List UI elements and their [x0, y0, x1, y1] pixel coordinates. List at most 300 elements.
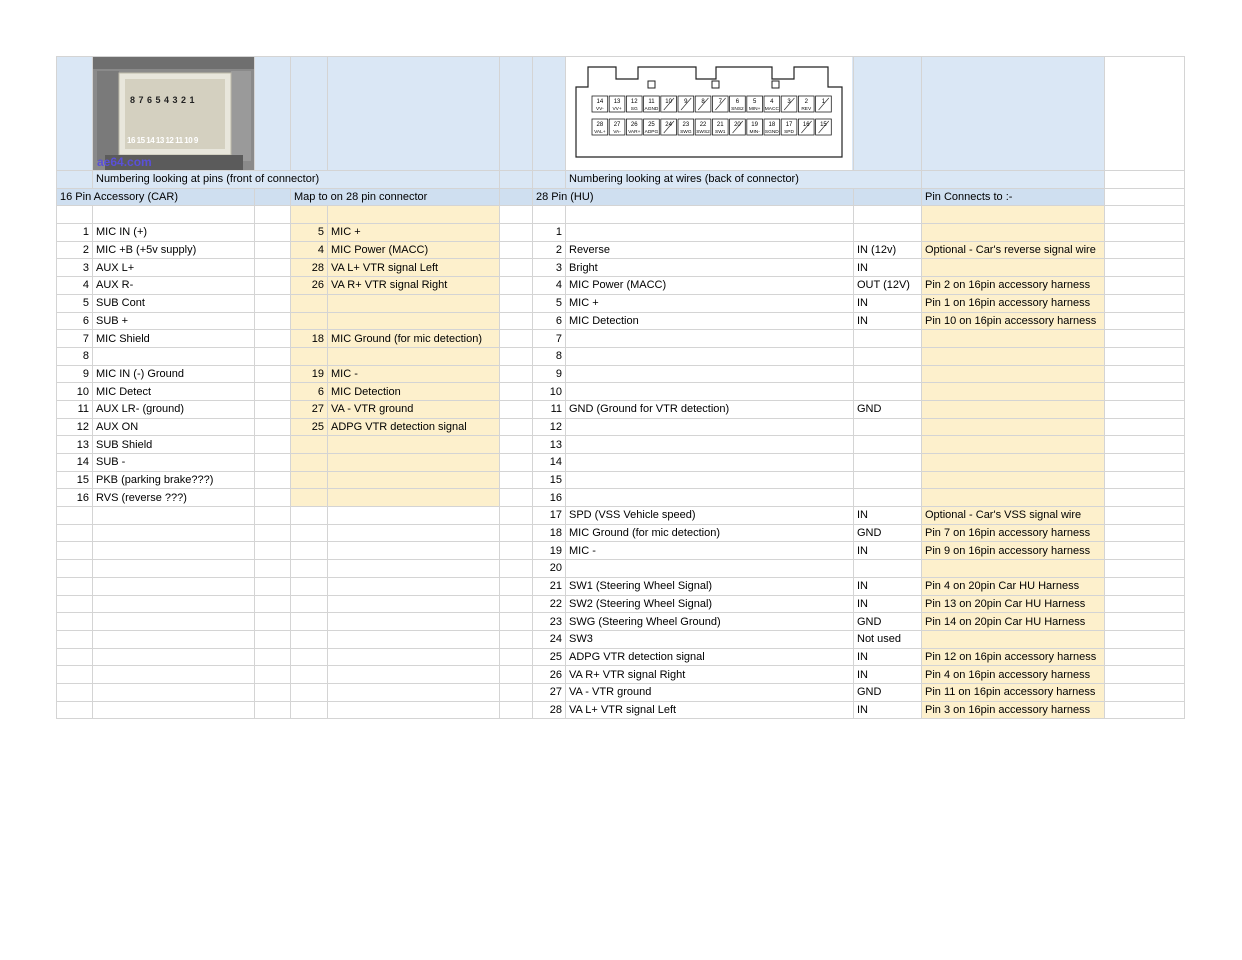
pin28-direction: IN — [854, 294, 922, 312]
diagram-pin-signal: REV — [801, 107, 812, 112]
pin16-function — [93, 630, 255, 648]
pin16-function — [93, 347, 255, 365]
diagram-pin-signal: VA- — [613, 130, 621, 135]
pin28-number: 13 — [533, 436, 566, 454]
mapped-pin-function — [328, 613, 500, 631]
mapped-pin-number — [291, 206, 328, 224]
spacer — [255, 489, 291, 507]
pin-table-body — [57, 206, 1185, 719]
pin16-number: 1 — [57, 224, 93, 242]
diagram-pin-22 — [695, 119, 711, 135]
pin16-number: 4 — [57, 277, 93, 295]
table-row — [57, 560, 1185, 578]
pin28-number: 9 — [533, 365, 566, 383]
pin16-number: 16 — [57, 489, 93, 507]
mapped-pin-number — [291, 312, 328, 330]
pin16-number — [57, 577, 93, 595]
spacer — [255, 365, 291, 383]
diagram-pin-signal: SG — [630, 107, 638, 112]
pin16-function — [93, 524, 255, 542]
mapped-pin-number — [291, 542, 328, 560]
table-row — [57, 365, 1185, 383]
pin28-number: 3 — [533, 259, 566, 277]
diagram-pin-signal: MIN- — [749, 130, 760, 135]
pin16-function: MIC +B (+5v supply) — [93, 241, 255, 259]
wiring-spreadsheet — [56, 56, 1185, 719]
spacer — [500, 277, 533, 295]
diagram-pin-number: 24 — [665, 122, 672, 128]
header-28pin: 28 Pin (HU) — [533, 188, 854, 206]
table-row — [57, 701, 1185, 719]
pin16-function — [93, 648, 255, 666]
diagram-pin-number: 5 — [752, 99, 757, 105]
mapped-pin-function: MIC Power (MACC) — [328, 241, 500, 259]
pin16-number — [57, 666, 93, 684]
diagram-pin-number: 20 — [734, 122, 741, 128]
pin-connects-to — [922, 224, 1105, 242]
mapped-pin-number — [291, 471, 328, 489]
pin16-function: MIC Detect — [93, 383, 255, 401]
diagram-pin-13 — [609, 96, 625, 112]
diagram-pin-number: 2 — [804, 99, 808, 105]
pin-connects-to: Optional - Car's reverse signal wire — [922, 241, 1105, 259]
pin-connects-to: Pin 11 on 16pin accessory harness — [922, 683, 1105, 701]
mapped-pin-number — [291, 577, 328, 595]
pin28-function — [566, 206, 854, 224]
pin16-function — [93, 577, 255, 595]
spacer — [255, 330, 291, 348]
mapped-pin-number — [291, 683, 328, 701]
spacer — [255, 524, 291, 542]
pin28-number: 12 — [533, 418, 566, 436]
spacer — [500, 595, 533, 613]
spacer — [500, 683, 533, 701]
mapped-pin-function — [328, 347, 500, 365]
mapped-pin-number — [291, 595, 328, 613]
pin16-number: 15 — [57, 471, 93, 489]
pin28-function — [566, 418, 854, 436]
pin16-number — [57, 206, 93, 224]
pin28-function — [566, 454, 854, 472]
diagram-pin-number: 6 — [735, 99, 740, 105]
connector-16pin-photo — [93, 57, 254, 170]
pin-connects-to: Pin 4 on 20pin Car HU Harness — [922, 577, 1105, 595]
pin16-number: 14 — [57, 454, 93, 472]
pin28-function — [566, 560, 854, 578]
header-row — [57, 188, 1185, 206]
table-row — [57, 418, 1185, 436]
header-map-to: Map to on 28 pin connector — [291, 188, 500, 206]
spacer — [1105, 666, 1185, 684]
diagram-pin-number: 13 — [613, 99, 621, 105]
diagram-pin-number: 10 — [665, 99, 672, 105]
mapped-pin-number: 5 — [291, 224, 328, 242]
pin-connects-to — [922, 489, 1105, 507]
pin28-direction — [854, 383, 922, 401]
table-row — [57, 294, 1185, 312]
mapped-pin-number — [291, 436, 328, 454]
pin16-number: 11 — [57, 400, 93, 418]
pin-numbers-top: 8 7 6 5 4 3 2 1 — [130, 95, 196, 105]
pin16-number — [57, 648, 93, 666]
spacer — [1105, 400, 1185, 418]
diagram-pin-signal: SWG — [680, 130, 692, 135]
spacer — [255, 683, 291, 701]
spacer — [500, 259, 533, 277]
pin-connects-to — [922, 560, 1105, 578]
pin16-function: AUX R- — [93, 277, 255, 295]
pin16-function: AUX LR- (ground) — [93, 400, 255, 418]
pin16-number — [57, 630, 93, 648]
header-connects-to: Pin Connects to :- — [922, 188, 1105, 206]
diagram-pin-number: 26 — [630, 122, 638, 128]
mapped-pin-function — [328, 630, 500, 648]
pin28-direction: IN (12v) — [854, 241, 922, 259]
spacer — [1105, 347, 1185, 365]
table-row — [57, 330, 1185, 348]
pin-numbers-bottom: 16 15 14 13 12 11 10 9 — [127, 136, 198, 145]
connector-28pin-diagram — [566, 57, 852, 170]
pin16-function: AUX ON — [93, 418, 255, 436]
connector-diagram-cell — [566, 57, 854, 171]
table-row — [57, 507, 1185, 525]
spacer — [500, 666, 533, 684]
diagram-pin-number: 1 — [821, 99, 826, 105]
pin28-function — [566, 383, 854, 401]
pin28-function — [566, 436, 854, 454]
diagram-pin-1 — [816, 96, 832, 112]
spacer — [500, 206, 533, 224]
pin28-function: VA - VTR ground — [566, 683, 854, 701]
pin28-number: 28 — [533, 701, 566, 719]
mapped-pin-function: MIC + — [328, 224, 500, 242]
mapped-pin-function — [328, 683, 500, 701]
pin16-number: 7 — [57, 330, 93, 348]
spacer — [500, 365, 533, 383]
table-row — [57, 383, 1185, 401]
diagram-pin-signal: VV- — [595, 107, 604, 112]
pin28-function: MIC + — [566, 294, 854, 312]
pin-connects-to — [922, 630, 1105, 648]
pin-connects-to — [922, 400, 1105, 418]
spacer — [255, 630, 291, 648]
spacer — [1105, 241, 1185, 259]
pin28-number: 11 — [533, 400, 566, 418]
spacer — [255, 701, 291, 719]
pin28-number: 17 — [533, 507, 566, 525]
pin28-number: 20 — [533, 560, 566, 578]
table-row — [57, 630, 1185, 648]
pin16-function — [93, 613, 255, 631]
pin-connects-to — [922, 383, 1105, 401]
diagram-pin-signal: MACC — [764, 107, 779, 112]
diagram-pin-number: 3 — [787, 99, 791, 105]
spacer — [1105, 683, 1185, 701]
pin-connects-to — [922, 206, 1105, 224]
spacer — [1105, 630, 1185, 648]
mapped-pin-function — [328, 560, 500, 578]
table-row — [57, 648, 1185, 666]
pin-connects-to — [922, 347, 1105, 365]
pin16-function — [93, 666, 255, 684]
diagram-pin-16 — [798, 119, 814, 135]
spacer — [500, 524, 533, 542]
pin16-number: 12 — [57, 418, 93, 436]
pin16-number — [57, 542, 93, 560]
pin16-number: 6 — [57, 312, 93, 330]
pin16-function — [93, 595, 255, 613]
spacer — [255, 436, 291, 454]
spacer — [500, 701, 533, 719]
spacer — [500, 489, 533, 507]
diagram-pin-5 — [747, 96, 763, 112]
mapped-pin-number — [291, 489, 328, 507]
table-row — [57, 206, 1185, 224]
pin28-number: 21 — [533, 577, 566, 595]
spacer — [1105, 259, 1185, 277]
pin-connects-to: Pin 2 on 16pin accessory harness — [922, 277, 1105, 295]
pin28-function: MIC Power (MACC) — [566, 277, 854, 295]
pin28-direction — [854, 471, 922, 489]
spacer — [1105, 418, 1185, 436]
pin28-number: 25 — [533, 648, 566, 666]
pin16-function — [93, 206, 255, 224]
mapped-pin-function: MIC - — [328, 365, 500, 383]
pin28-direction — [854, 347, 922, 365]
spacer — [255, 595, 291, 613]
pin28-number — [533, 206, 566, 224]
pin28-direction: GND — [854, 524, 922, 542]
spacer — [1105, 330, 1185, 348]
diagram-pin-signal: SWS2 — [696, 130, 710, 135]
diagram-pin-number: 27 — [613, 122, 621, 128]
spacer — [500, 560, 533, 578]
spacer — [500, 383, 533, 401]
mapped-pin-number — [291, 630, 328, 648]
mapped-pin-function: MIC Detection — [328, 383, 500, 401]
spacer — [255, 241, 291, 259]
pin28-function: SW3 — [566, 630, 854, 648]
diagram-pin-number: 8 — [701, 99, 705, 105]
pin16-function — [93, 683, 255, 701]
mapped-pin-number: 26 — [291, 277, 328, 295]
pin28-number: 1 — [533, 224, 566, 242]
mapped-pin-number — [291, 560, 328, 578]
mapped-pin-number — [291, 666, 328, 684]
pin16-function: RVS (reverse ???) — [93, 489, 255, 507]
spacer — [500, 577, 533, 595]
diagram-pin-number: 25 — [648, 122, 655, 128]
mapped-pin-function — [328, 471, 500, 489]
diagram-pin-2 — [798, 96, 814, 112]
mapped-pin-function: MIC Ground (for mic detection) — [328, 330, 500, 348]
pin16-function: MIC Shield — [93, 330, 255, 348]
pin28-direction: Not used — [854, 630, 922, 648]
mapped-pin-function — [328, 489, 500, 507]
table-row — [57, 542, 1185, 560]
pin16-function — [93, 542, 255, 560]
pin28-direction — [854, 436, 922, 454]
diagram-pin-number: 4 — [770, 99, 774, 105]
pin16-function: AUX L+ — [93, 259, 255, 277]
pin16-number: 13 — [57, 436, 93, 454]
mapped-pin-function: ADPG VTR detection signal — [328, 418, 500, 436]
spacer — [255, 613, 291, 631]
diagram-pin-number: 11 — [648, 99, 655, 105]
pin28-function — [566, 365, 854, 383]
spacer — [1105, 206, 1185, 224]
mapped-pin-number — [291, 701, 328, 719]
diagram-pin-10 — [661, 96, 677, 112]
pin16-number — [57, 613, 93, 631]
pin28-function: SW1 (Steering Wheel Signal) — [566, 577, 854, 595]
mapped-pin-number: 27 — [291, 400, 328, 418]
mapped-pin-number — [291, 454, 328, 472]
spacer — [1105, 277, 1185, 295]
pin28-function: MIC Detection — [566, 312, 854, 330]
pin16-function — [93, 507, 255, 525]
pin28-direction: IN — [854, 507, 922, 525]
pin28-direction: IN — [854, 666, 922, 684]
diagram-pin-25 — [644, 119, 660, 135]
diagram-pin-signal: MIN+ — [748, 107, 761, 112]
spacer — [255, 400, 291, 418]
table-row — [57, 312, 1185, 330]
spacer — [1105, 542, 1185, 560]
pin-connects-to: Pin 4 on 16pin accessory harness — [922, 666, 1105, 684]
diagram-pin-23 — [678, 119, 694, 135]
pin28-function — [566, 471, 854, 489]
table-row — [57, 683, 1185, 701]
diagram-pin-27 — [609, 119, 625, 135]
spacer — [1105, 577, 1185, 595]
pin28-function — [566, 224, 854, 242]
pin28-direction: IN — [854, 595, 922, 613]
diagram-pin-17 — [781, 119, 797, 135]
spacer — [255, 347, 291, 365]
spacer — [1105, 701, 1185, 719]
pin28-number: 16 — [533, 489, 566, 507]
pin16-function — [93, 560, 255, 578]
diagram-pin-signal: SPD — [784, 130, 794, 135]
mapped-pin-function: VA L+ VTR signal Left — [328, 259, 500, 277]
pin28-direction: OUT (12V) — [854, 277, 922, 295]
spacer — [1105, 489, 1185, 507]
mapped-pin-function: VA - VTR ground — [328, 400, 500, 418]
pin28-number: 5 — [533, 294, 566, 312]
pin28-function: Reverse — [566, 241, 854, 259]
diagram-pin-signal: VAL+ — [594, 130, 606, 135]
spacer — [500, 330, 533, 348]
pin28-direction — [854, 330, 922, 348]
pin16-number — [57, 595, 93, 613]
mapped-pin-function — [328, 454, 500, 472]
pin-connects-to — [922, 471, 1105, 489]
table-row — [57, 347, 1185, 365]
spacer — [255, 560, 291, 578]
spacer — [1105, 560, 1185, 578]
pin28-direction — [854, 418, 922, 436]
spacer — [1105, 454, 1185, 472]
mapped-pin-function — [328, 294, 500, 312]
mapped-pin-function — [328, 507, 500, 525]
pin16-function: SUB - — [93, 454, 255, 472]
mapped-pin-number — [291, 347, 328, 365]
spacer — [255, 277, 291, 295]
pin28-direction — [854, 224, 922, 242]
mapped-pin-function — [328, 312, 500, 330]
table-row — [57, 277, 1185, 295]
mapped-pin-function — [328, 524, 500, 542]
mapped-pin-function — [328, 666, 500, 684]
pin28-direction: IN — [854, 259, 922, 277]
pin28-function: ADPG VTR detection signal — [566, 648, 854, 666]
pin-connects-to: Pin 14 on 20pin Car HU Harness — [922, 613, 1105, 631]
mapped-pin-number: 18 — [291, 330, 328, 348]
spacer — [255, 312, 291, 330]
spacer — [255, 383, 291, 401]
diagram-pin-number: 16 — [802, 122, 810, 128]
spacer — [1105, 613, 1185, 631]
diagram-pin-number: 19 — [751, 122, 758, 128]
diagram-pin-number: 17 — [785, 122, 793, 128]
spacer — [255, 666, 291, 684]
pin28-direction: IN — [854, 312, 922, 330]
mapped-pin-number — [291, 648, 328, 666]
diagram-pin-signal: SW1 — [715, 130, 726, 135]
spacer — [500, 630, 533, 648]
pin-connects-to — [922, 365, 1105, 383]
diagram-pin-4 — [764, 96, 780, 112]
pin28-number: 8 — [533, 347, 566, 365]
spacer — [1105, 383, 1185, 401]
pin28-function: VA L+ VTR signal Left — [566, 701, 854, 719]
pin16-number: 3 — [57, 259, 93, 277]
pin28-number: 26 — [533, 666, 566, 684]
mapped-pin-function — [328, 701, 500, 719]
pin28-number: 6 — [533, 312, 566, 330]
diagram-pin-signal: VAR+ — [628, 130, 641, 135]
spacer — [500, 294, 533, 312]
pin-connects-to: Pin 12 on 16pin accessory harness — [922, 648, 1105, 666]
table-row — [57, 524, 1185, 542]
diagram-pin-8 — [695, 96, 711, 112]
mapped-pin-number — [291, 613, 328, 631]
spacer — [1105, 436, 1185, 454]
spacer — [500, 471, 533, 489]
pin28-number: 19 — [533, 542, 566, 560]
diagram-pin-9 — [678, 96, 694, 112]
mapped-pin-function — [328, 648, 500, 666]
diagram-pin-20 — [730, 119, 746, 135]
diagram-pin-signal: VV+ — [612, 107, 622, 112]
pin28-function: VA R+ VTR signal Right — [566, 666, 854, 684]
diagram-pin-26 — [626, 119, 642, 135]
pin16-number: 8 — [57, 347, 93, 365]
table-row — [57, 613, 1185, 631]
table-row — [57, 400, 1185, 418]
table-row — [57, 224, 1185, 242]
table-row — [57, 259, 1185, 277]
caption-right: Numbering looking at wires (back of connector) — [566, 171, 922, 189]
pin16-function: PKB (parking brake???) — [93, 471, 255, 489]
pin16-number — [57, 701, 93, 719]
table-row — [57, 595, 1185, 613]
pin28-direction — [854, 560, 922, 578]
table-row — [57, 577, 1185, 595]
pin28-number: 24 — [533, 630, 566, 648]
diagram-pin-number: 21 — [716, 122, 724, 128]
